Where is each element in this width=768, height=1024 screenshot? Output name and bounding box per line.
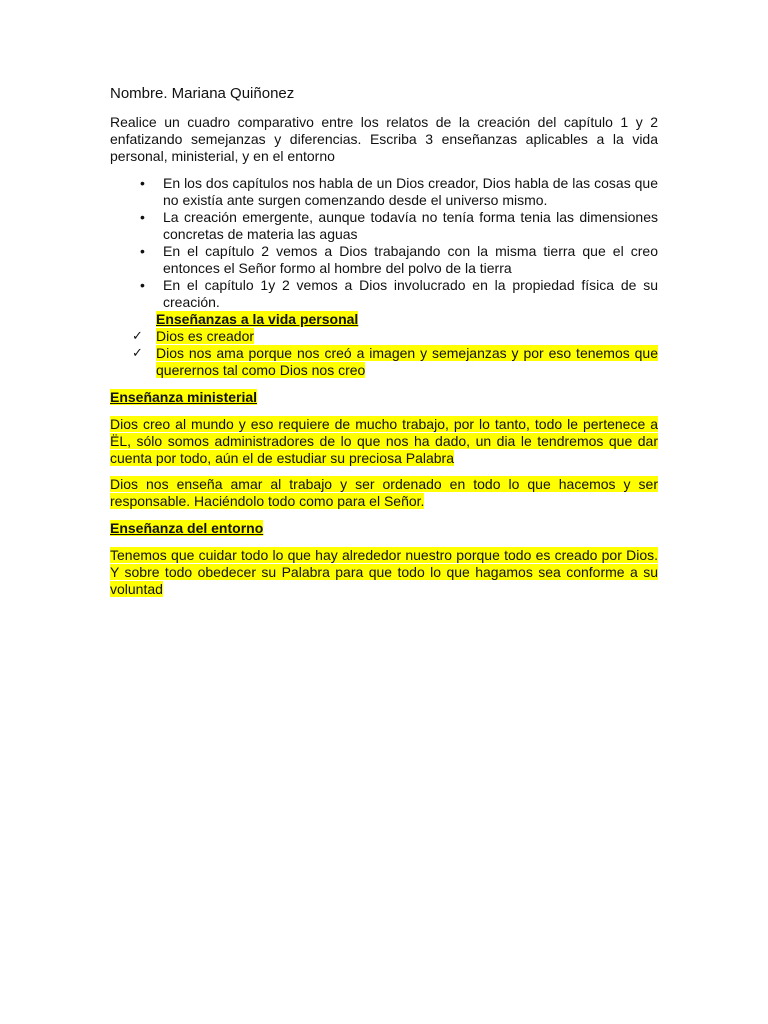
document-title: Nombre. Mariana Quiñonez [110, 85, 295, 102]
bullet-dot-icon: • [140, 277, 145, 293]
list-item [110, 175, 658, 209]
list-item [110, 209, 658, 243]
list-item [110, 277, 658, 311]
personal-heading-text: Enseñanzas a la vida personal [156, 311, 359, 327]
list-item [110, 345, 658, 379]
bullet-text: En el capítulo 1y 2 vemos a Dios involucrado en la propiedad física de su creación. [163, 277, 658, 310]
entorno-paragraph [110, 547, 658, 598]
entorno-paragraph-text: Tenemos que cuidar todo lo que hay alrededor nuestro porque todo es creado por Dios. Y sobre todo obedecer su Palabra para que todo lo que hagamos sea conforme a su voluntad [110, 547, 658, 597]
list-item [110, 243, 658, 277]
ministerial-section-heading [110, 389, 658, 406]
entorno-heading-text: Enseñanza del entorno [110, 520, 264, 536]
ministerial-paragraph-text: Dios nos enseña amar al trabajo y ser ordenado en todo lo que hacemos y ser responsable. Haciéndolo todo como para el Señor. [110, 476, 658, 509]
bullet-dot-icon: • [140, 209, 145, 225]
comparison-bullet-list [110, 175, 658, 311]
bullet-dot-icon: • [140, 175, 145, 191]
checkmark-icon: ✓ [132, 329, 143, 344]
bullet-text: En los dos capítulos nos habla de un Dios creador, Dios habla de las cosas que no existía ante surgen comenzando desde el universo mismo. [163, 175, 658, 208]
ministerial-paragraph [110, 476, 658, 510]
check-item-text: Dios es creador [156, 328, 255, 344]
checkmark-icon: ✓ [132, 346, 143, 361]
personal-check-list [110, 328, 658, 379]
entorno-section-heading [110, 520, 658, 537]
ministerial-heading-text: Enseñanza ministerial [110, 389, 258, 405]
document-page [110, 84, 658, 607]
bullet-text: La creación emergente, aunque todavía no tenía forma tenia las dimensiones concretas de materia las aguas [163, 209, 658, 242]
check-item-text: Dios nos ama porque nos creó a imagen y semejanzas y por eso tenemos que querernos tal como Dios nos creo [156, 345, 658, 378]
bullet-text: En el capítulo 2 vemos a Dios trabajando con la misma tierra que el creo entonces el Señor formo al hombre del polvo de la tierra [163, 243, 658, 276]
personal-section-heading [110, 311, 658, 328]
bullet-dot-icon: • [140, 243, 145, 259]
ministerial-paragraph [110, 416, 658, 467]
list-item [110, 328, 658, 345]
ministerial-paragraph-text: Dios creo al mundo y eso requiere de mucho trabajo, por lo tanto, todo le pertenece a ËL, sólo somos administradores de lo que nos ha dado, un dia le tendremos que dar cuenta por todo, aún el de estudiar su preciosa Palabra [110, 416, 658, 466]
assignment-intro: Realice un cuadro comparativo entre los relatos de la creación del capítulo 1 y 2 enfatizando semejanzas y diferencias. Escriba 3 enseñanzas aplicables a la vida personal, ministerial, y en el entorno [110, 114, 658, 164]
